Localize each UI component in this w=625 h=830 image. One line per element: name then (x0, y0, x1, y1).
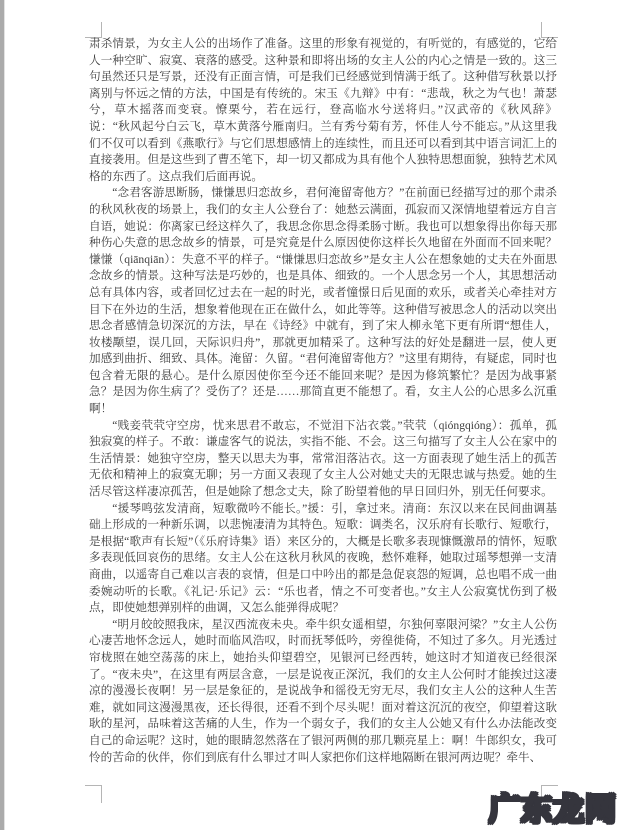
margin-crop-mark-bottom-left (85, 785, 102, 803)
body-paragraph: “贱妾茕茕守空房，忧来思君不敢忘，不觉泪下沾衣裳。”茕茕（qióngqióng）：孤单，孤独寂寞的样子。不敢：谦虚客气的说法，实指不能、不会。这三句描写了女主人公在家中的生活情景：她独守空房，整天以思夫为事，常常泪落沾衣。这一方面表现了她生活上的孤苦无依和精神上的寂寞无聊；另一方面又表现了女主人公对她丈夫的无限忠诚与热爱。她的生活尽管这样凄凉孤苦，但是她除了想念丈夫，除了盼望着他的早日回归外，别无任何要求。 (89, 418, 557, 499)
body-paragraph: 肃杀情景，为女主人公的出场作了准备。这里的形象有视觉的，有听觉的，有感觉的，它给人一种空旷、寂寞、衰落的感受。这种景和即将出场的女主人公的内心之情是一致的。这三句虽然还只是写景，还没有正面言情，可是我们已经感觉到情满于纸了。这种借写秋景以抒离别与怀远之情的方法，中国是有传统的。宋玉《九辩》中有：“悲哉，秋之为气也！萧瑟兮，草木摇落而变衰。憭栗兮，若在远行，登高临水兮送将归。”汉武帝的《秋风辞》说：“秋风起兮白云飞，草木黄落兮雁南归。兰有秀兮菊有芳，怀佳人兮不能忘。”从这里我们不仅可以看到《燕歌行》与它们思想感情上的连续性，而且还可以看到其中语言词汇上的直接袭用。但是这些到了曹丕笔下，却一切又都成为具有他个人独特思想面貌，独特艺术风格的东西了。这点我们后面再说。 (89, 37, 557, 183)
document-page (4, 0, 625, 830)
watermark-text: 广东龙网 (489, 792, 617, 827)
body-paragraph: “明月皎皎照我床，星汉西流夜未央。牵牛织女遥相望，尔独何辜限河梁？”女主人公伤心凄苦地怀念远人，她时而临风浩叹，时而抚琴低吟，旁徨徙倚，不知过了多久。月光透过帘栊照在她空荡荡的床上，她抬头仰望碧空，见银河已经西转，她这时才知道夜已经很深了。“夜未央”，在这里有两层含意，一层是说夜正深沉，我们的女主人公何时才能挨过这凄凉的漫漫长夜啊！另一层是象征的，是说战争和徭役无穷无尽，我们女主人公的这种人生苦难，就如同这漫漫黑夜，还长得很，还看不到个尽头呢！面对着这沉沉的夜空，仰望着这耿耿的星河，品味着这苦痛的人生，作为一个弱女子，我们的女主人公她又有什么办法能改变自己的命运呢？这时，她的眼睛忽然落在了银河两侧的那几颗亮星上：啊！牛郎织女，我可怜的苦命的伙伴，你们到底有什么罪过才叫人家把你们这样地隔断在银河两边呢？牵牛、 (89, 617, 557, 764)
body-paragraph: “念君客游思断肠，慊慊思归恋故乡，君何淹留寄他方？”在前面已经描写过的那个肃杀的秋风秋夜的场景上，我们的女主人公登台了：她愁云满面，孤寂而又深情地望着远方自言自语，她说：你离家已经这样久了，我思念你思念得柔肠寸断。我也可以想象得出你每天那种伤心失意的思念故乡的情景，可是究竟是什么原因使你这样长久地留在外面而不回来呢？慊慊（qiānqiān）：失意不平的样子。“慊慊思归恋故乡”是女主人公在想象她的丈夫在外面思念故乡的情景。这种写法是巧妙的，也是具体、细致的。一个人思念另一个人，其思想活动总有具体内容，或者回忆过去在一起的时光，或者憧憬日后见面的欢乐，或者关心牵挂对方目下在外边的生活，想象着他现在正在做什么，如此等等。这种借写被思念人的活动以突出思念者感情急切深沉的方法，早在《诗经》中就有，到了宋人柳永笔下更有所谓“想佳人，妆楼颙望，误几回，天际识归舟”，那就更加精采了。这种写法的好处是翻进一层，使人更加感到曲折、细致、具体。淹留：久留。“君何淹留寄他方？”这里有期待，有疑虑，同时也包含着无限的悬心。是什么原因使你至今还不能回来呢？是因为修筑繁忙？是因为战事紧急？是因为你生病了？受伤了？还是……那简直更不能想了。看，女主人公的心思多么沉重啊！ (89, 186, 557, 416)
document-text-area (89, 36, 557, 772)
body-paragraph: “援琴鸣弦发清商，短歌微吟不能长。”援：引，拿过来。清商：东汉以来在民间曲调基础上形成的一种新乐调，以悲惋凄清为其特色。短歌：调类名，汉乐府有长歌行、短歌行，是根据“歌声有长短”（《乐府诗集》语）来区分的，大概是长歌多表现慷慨激昂的情怀，短歌多表现低回哀伤的思绪。女主人公在这秋月秋风的夜晚，愁怀难释，她取过瑶琴想弹一支清商曲，以遥寄自己难以言表的哀情，但是口中吟出的都是急促哀怨的短调，总也唱不成一曲委婉动听的长歌。《礼记·乐记》云：“乐也者，情之不可变者也。”女主人公寂寞忧伤到了极点，即使她想弹别样的曲调，又怎么能弹得成呢？ (89, 501, 557, 615)
